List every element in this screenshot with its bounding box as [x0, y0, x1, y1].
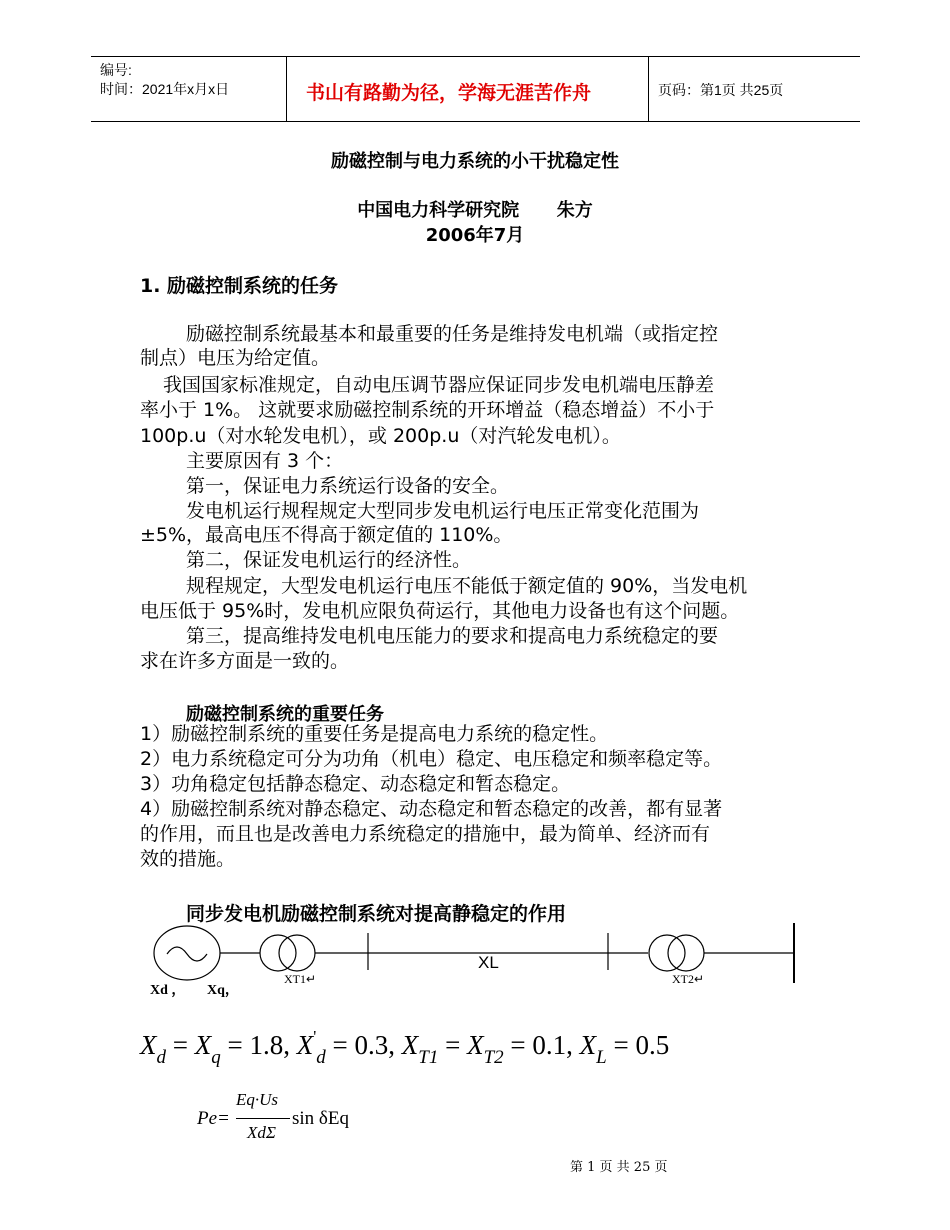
author-line: 中国电力科学研究院 朱方: [357, 200, 593, 221]
pe-numerator: Eq·Us: [236, 1090, 279, 1109]
list-item: 1）励磁控制系统的重要任务是提高电力系统的稳定性。: [140, 723, 609, 745]
paragraph-line: 励磁控制系统最基本和最重要的任务是维持发电机端（或指定控: [186, 323, 719, 345]
label-xl: XL: [478, 953, 499, 972]
paragraph-line: 第二，保证发电机运行的经济性。: [186, 549, 472, 571]
paragraph-line: 率小于 1%。 这就要求励磁控制系统的开环增益（稳态增益）不小于: [140, 399, 715, 421]
label-xd: Xd ，: [150, 983, 186, 998]
list-item: 的作用，而且也是改善电力系统稳定的措施中，最为简单、经济而有: [140, 823, 711, 845]
paragraph-line: 我国国家标准规定，自动电压调节器应保证同步发电机端电压静差: [163, 374, 715, 396]
pe-tail: sin δEq: [292, 1108, 349, 1129]
code-label: 编号:: [100, 62, 132, 78]
header-bottom-rule: [91, 121, 860, 122]
transformer-t2-symbol: [649, 935, 704, 971]
paragraph-line: 规程规定，大型发电机运行电压不能低于额定值的 90%，当发电机: [186, 575, 748, 597]
paragraph-line: 制点）电压为给定值。: [140, 347, 331, 369]
paragraph-line: 电压低于 95%时，发电机应限负荷运行，其他电力设备也有这个问题。: [140, 600, 740, 622]
transformer-t1-symbol: [260, 935, 315, 971]
header-top-rule: [91, 56, 860, 57]
date-line: 2006年7月: [425, 225, 525, 246]
pe-lhs: Pe=: [197, 1108, 230, 1129]
section3-heading: 同步发电机励磁控制系统对提高静稳定的作用: [186, 903, 567, 925]
list-item: 4）励磁控制系统对静态稳定、动态稳定和暂态稳定的改善，都有显著: [140, 798, 723, 820]
document-title: 励磁控制与电力系统的小干扰稳定性: [331, 151, 619, 172]
paragraph-line: 求在许多方面是一致的。: [140, 650, 350, 672]
page-footer: 第 1 页 共 25 页: [570, 1160, 668, 1175]
header-divider-left: [286, 57, 287, 121]
label-xq: Xq，: [207, 983, 239, 998]
paragraph-line: 第一，保证电力系统运行设备的安全。: [186, 475, 510, 497]
paragraph-line: ±5%，最高电压不得高于额定值的 110%。: [140, 524, 513, 546]
pe-fraction-bar: [236, 1118, 290, 1119]
list-item: 3）功角稳定包括静态稳定、动态稳定和暂态稳定。: [140, 773, 571, 795]
pe-denominator: XdΣ: [247, 1123, 276, 1142]
header-motto: 书山有路勤为径，学海无涯苦作舟: [306, 82, 592, 104]
generator-symbol: [154, 926, 220, 980]
label-xt1: XT1↵: [284, 972, 317, 986]
paragraph-line: 100p.u（对水轮发电机），或 200p.u（对汽轮发电机）。: [140, 425, 621, 447]
section2-heading: 励磁控制系统的重要任务: [186, 704, 384, 725]
section1-heading: 1. 励磁控制系统的任务: [140, 275, 339, 297]
reactance-formula: $X_d = X_q = 1.8$, $X'_d = 0.3$, $X_{T1} = X_{T2} = 0.1$, $X_L = 0.5$: [140, 1027, 670, 1068]
header-divider-right: [648, 57, 649, 121]
list-item: 效的措施。: [140, 848, 236, 870]
page-info: 页码：第1页 共25页: [658, 82, 784, 98]
paragraph-line: 主要原因有 3 个：: [186, 450, 344, 472]
paragraph-line: 第三，提高维持发电机电压能力的要求和提高电力系统稳定的要: [186, 625, 719, 647]
time-label: 时间：2021年x月x日: [100, 81, 230, 97]
list-item: 2）电力系统稳定可分为功角（机电）稳定、电压稳定和频率稳定等。: [140, 748, 723, 770]
label-xt2: XT2↵: [672, 972, 705, 986]
paragraph-line: 发电机运行规程规定大型同步发电机运行电压正常变化范围为: [186, 500, 700, 522]
